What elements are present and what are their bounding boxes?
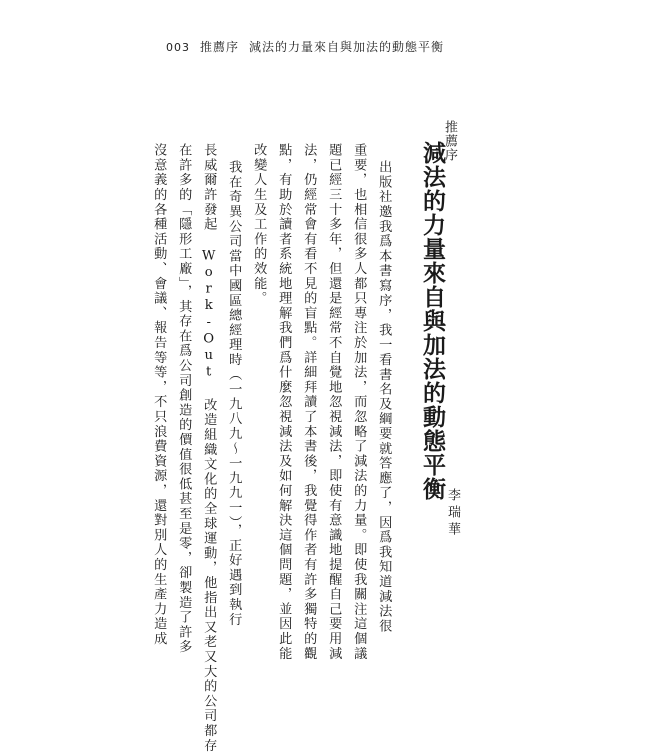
running-head-title: 減法的力量來自與加法的動態平衡 — [249, 40, 445, 54]
article-kicker: 推薦序 — [442, 120, 457, 162]
page-number: 003 — [166, 41, 190, 54]
article-title: 減法的力量來自與加法的動態平衡 — [419, 141, 446, 501]
body-line: 點，有助於讀者系統地理解我們爲什麼忽視減法及如何解決這個問題，並因此能 — [276, 143, 292, 661]
body-line: 沒意義的各種活動、會議、報告等等，不只浪費資源，還對別人的生產力造成 — [151, 143, 167, 647]
body-line: 重要，也相信很多人都只專注於加法，而忽略了減法的力量。即使我關注這個議 — [351, 143, 367, 661]
body-line: 題已經三十多年，但還是經常不自覺地忽視減法，即使有意識地提醒自己要用減 — [326, 143, 342, 661]
body-line: 改變人生及工作的效能。 — [251, 143, 267, 306]
body-line: 法，仍經常會有看不見的盲點。詳細拜讀了本書後，我覺得作者有許多獨特的觀 — [301, 143, 317, 661]
body-line: 出版社邀我爲本書寫序，我一看書名及綱要就答應了，因爲我知道減法很 — [376, 160, 392, 634]
running-head-section: 推薦序 — [200, 40, 240, 54]
body-line: 長威爾許發起 Work-Out 改造組織文化的全球運動，他指出又老又大的公司都存 — [201, 143, 217, 753]
article-author: 李瑞華 — [445, 488, 460, 539]
running-head — [166, 38, 444, 55]
body-line: 我在奇異公司當中國區總經理時（一九八九～一九九一），正好遇到執行 — [226, 160, 242, 627]
body-line: 在許多的「隱形工廠」，其存在爲公司創造的價值很低甚至是零，卻製造了許多 — [176, 143, 192, 655]
